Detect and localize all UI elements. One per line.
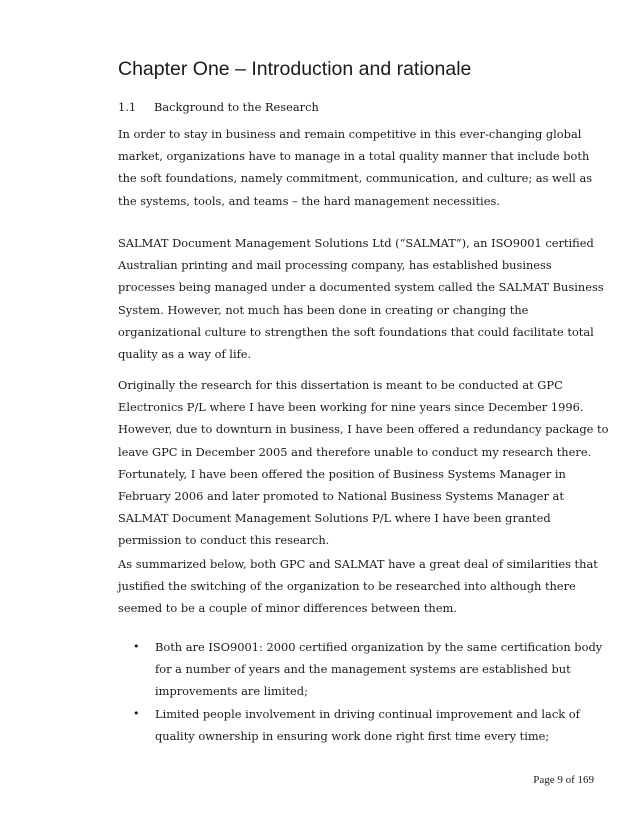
section-title: Background to the Research	[154, 100, 319, 114]
bullet-line: for a number of years and the management systems are established but	[155, 662, 571, 677]
paragraph-line: Electronics P/L where I have been working for nine years since December 1996.	[118, 400, 584, 415]
paragraph-line: quality as a way of life.	[118, 347, 252, 362]
section-number: 1.1	[118, 100, 137, 114]
page-number: Page 9 of 169	[533, 774, 594, 786]
paragraph-line: SALMAT Document Management Solutions P/L where I have been granted	[118, 511, 551, 526]
paragraph-3	[118, 374, 609, 552]
paragraph-line: the systems, tools, and teams – the hard management necessities.	[118, 193, 500, 208]
paragraph-line: permission to conduct this research.	[118, 533, 330, 548]
paragraph-line: Originally the research for this dissertation is meant to be conducted at GPC	[118, 378, 563, 392]
paragraph-line: Australian printing and mail processing company, has established business	[118, 258, 552, 273]
paragraph-4	[118, 553, 598, 620]
bullet-line: Both are ISO9001: 2000 certified organization by the same certification body	[155, 640, 603, 654]
paragraph-line: However, due to downturn in business, I have been offered a redundancy package to	[118, 422, 609, 437]
chapter-title: Chapter One – Introduction and rationale	[118, 58, 472, 80]
bullet-line: Limited people involvement in driving continual improvement and lack of	[155, 706, 580, 721]
paragraph-line: SALMAT Document Management Solutions Ltd (“SALMAT”), an ISO9001 certified	[118, 236, 594, 250]
paragraph-line: the soft foundations, namely commitment, communication, and culture; as well as	[118, 171, 593, 186]
section-heading	[118, 100, 319, 114]
paragraph-line: market, organizations have to manage in a total quality manner that include both	[118, 149, 590, 164]
bullet-item	[118, 636, 603, 703]
paragraph-line: In order to stay in business and remain competitive in this ever-changing global	[118, 127, 582, 141]
paragraph-line: System. However, not much has been done in creating or changing the	[118, 302, 529, 317]
paragraph-line: As summarized below, both GPC and SALMAT have a great deal of similarities that	[118, 557, 598, 571]
paragraph-line: processes being managed under a documented system called the SALMAT Business	[118, 280, 604, 295]
paragraph-line: seemed to be a couple of minor differences between them.	[118, 601, 457, 616]
paragraph-2	[118, 232, 604, 365]
bullet-item	[118, 703, 598, 747]
bullet-line: quality ownership in ensuring work done right first time every time;	[155, 728, 550, 743]
paragraph-line: justified the switching of the organization to be researched into although there	[118, 579, 576, 594]
bullet-line: improvements are limited;	[155, 684, 308, 699]
paragraph-line: leave GPC in December 2005 and therefore unable to conduct my research there.	[118, 444, 592, 459]
bullet-icon: •	[133, 640, 140, 653]
paragraph-line: Fortunately, I have been offered the position of Business Systems Manager in	[118, 466, 566, 481]
paragraph-line: organizational culture to strengthen the soft foundations that could facilitate total	[118, 324, 594, 339]
bullet-icon: •	[133, 706, 140, 720]
paragraph-line: February 2006 and later promoted to National Business Systems Manager at	[118, 489, 564, 504]
paragraph-1	[118, 123, 598, 212]
bullet-list	[118, 636, 603, 747]
